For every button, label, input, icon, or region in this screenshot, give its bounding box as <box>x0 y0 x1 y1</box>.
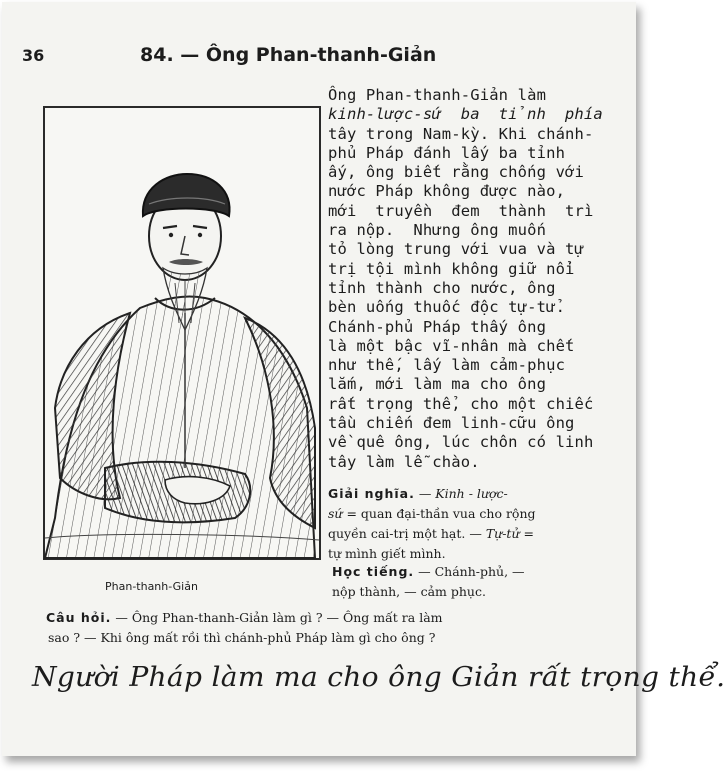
body-line: tây làm lễ chào. <box>328 452 480 471</box>
body-line: tỏ lòng trung với vua và tự <box>328 240 585 259</box>
glossary-definition: tự mình giết mình. <box>328 546 446 561</box>
body-line: phủ Pháp đánh lấy ba tỉnh <box>328 143 566 162</box>
vocab-words: — Chánh-phủ, — <box>414 564 525 579</box>
body-line: nước Pháp không được nào, <box>328 182 566 201</box>
glossary-term: Kinh - lược- <box>435 486 508 501</box>
body-line: ra nộp. Nhưng ông muốn <box>328 221 547 240</box>
glossary-definition: = <box>519 526 534 541</box>
body-line: về quê ông, lúc chôn có linh <box>328 433 594 452</box>
glossary-term: sứ <box>328 506 343 521</box>
lesson-body <box>328 86 628 472</box>
questions-text: sao ? — Khi ông mất rồi thì chánh-phủ Pháp làm gì cho ông ? <box>48 630 436 645</box>
body-line: là một bậc vĩ-nhân mà chết <box>328 336 575 355</box>
questions-label: Câu hỏi. <box>46 610 112 625</box>
glossary-label: Giải nghĩa. <box>328 486 415 501</box>
body-line: rất trọng thể, cho một chiếc <box>328 394 594 413</box>
body-line: tây trong Nam-kỳ. Khi chánh- <box>328 124 594 143</box>
body-line: như thế, lấy làm cảm-phục <box>328 356 566 375</box>
page-number: 36 <box>22 46 45 65</box>
body-line: tầu chiến đem linh-cữu ông <box>328 414 575 433</box>
book-page <box>2 2 725 756</box>
portrait-figure <box>43 106 321 560</box>
handwritten-sentence: Người Pháp làm ma cho ông Giản rất trọng thể. <box>32 662 725 693</box>
body-line: trị tội mình không giữ nổi <box>328 259 575 278</box>
body-line: mới truyền đem thành trì <box>328 201 594 220</box>
vocab-section <box>332 562 632 602</box>
body-line: kinh-lược-sứ ba tỉnh phía <box>328 105 603 124</box>
body-line: lắm, mới làm ma cho ông <box>328 375 547 394</box>
body-line: Ông Phan-thanh-Giản làm <box>328 86 547 104</box>
vocab-words: nộp thành, — cảm phục. <box>332 584 486 599</box>
glossary-definition: quyền cai-trị một hạt. <box>328 526 466 541</box>
glossary-term: Tự-tử <box>485 526 520 541</box>
body-line: tỉnh thành cho nước, ông <box>328 278 556 297</box>
questions-section <box>46 608 626 648</box>
figure-caption: Phan-thanh-Giản <box>105 580 198 593</box>
portrait-illustration-icon <box>45 108 319 558</box>
body-line: ấy, ông biết rằng chống với <box>328 163 585 182</box>
glossary-definition: = quan đại-thần vua cho rộng <box>342 506 536 521</box>
body-line: Chánh-phủ Pháp thấy ông <box>328 317 547 336</box>
lesson-title: 84. — Ông Phan-thanh-Giản <box>140 44 437 66</box>
vocab-label: Học tiếng. <box>332 564 415 579</box>
questions-text: — Ông Phan-thanh-Giản làm gì ? — Ông mất ra làm <box>111 610 443 625</box>
body-line: bèn uống thuốc độc tự-tử. <box>328 298 566 317</box>
glossary-section: Giải nghĩa. — Kinh - lược- sứ = quan đại-thần vua cho rộng quyền cai-trị một hạt. — Tự-tử = tự mình giết mình. <box>328 486 536 561</box>
